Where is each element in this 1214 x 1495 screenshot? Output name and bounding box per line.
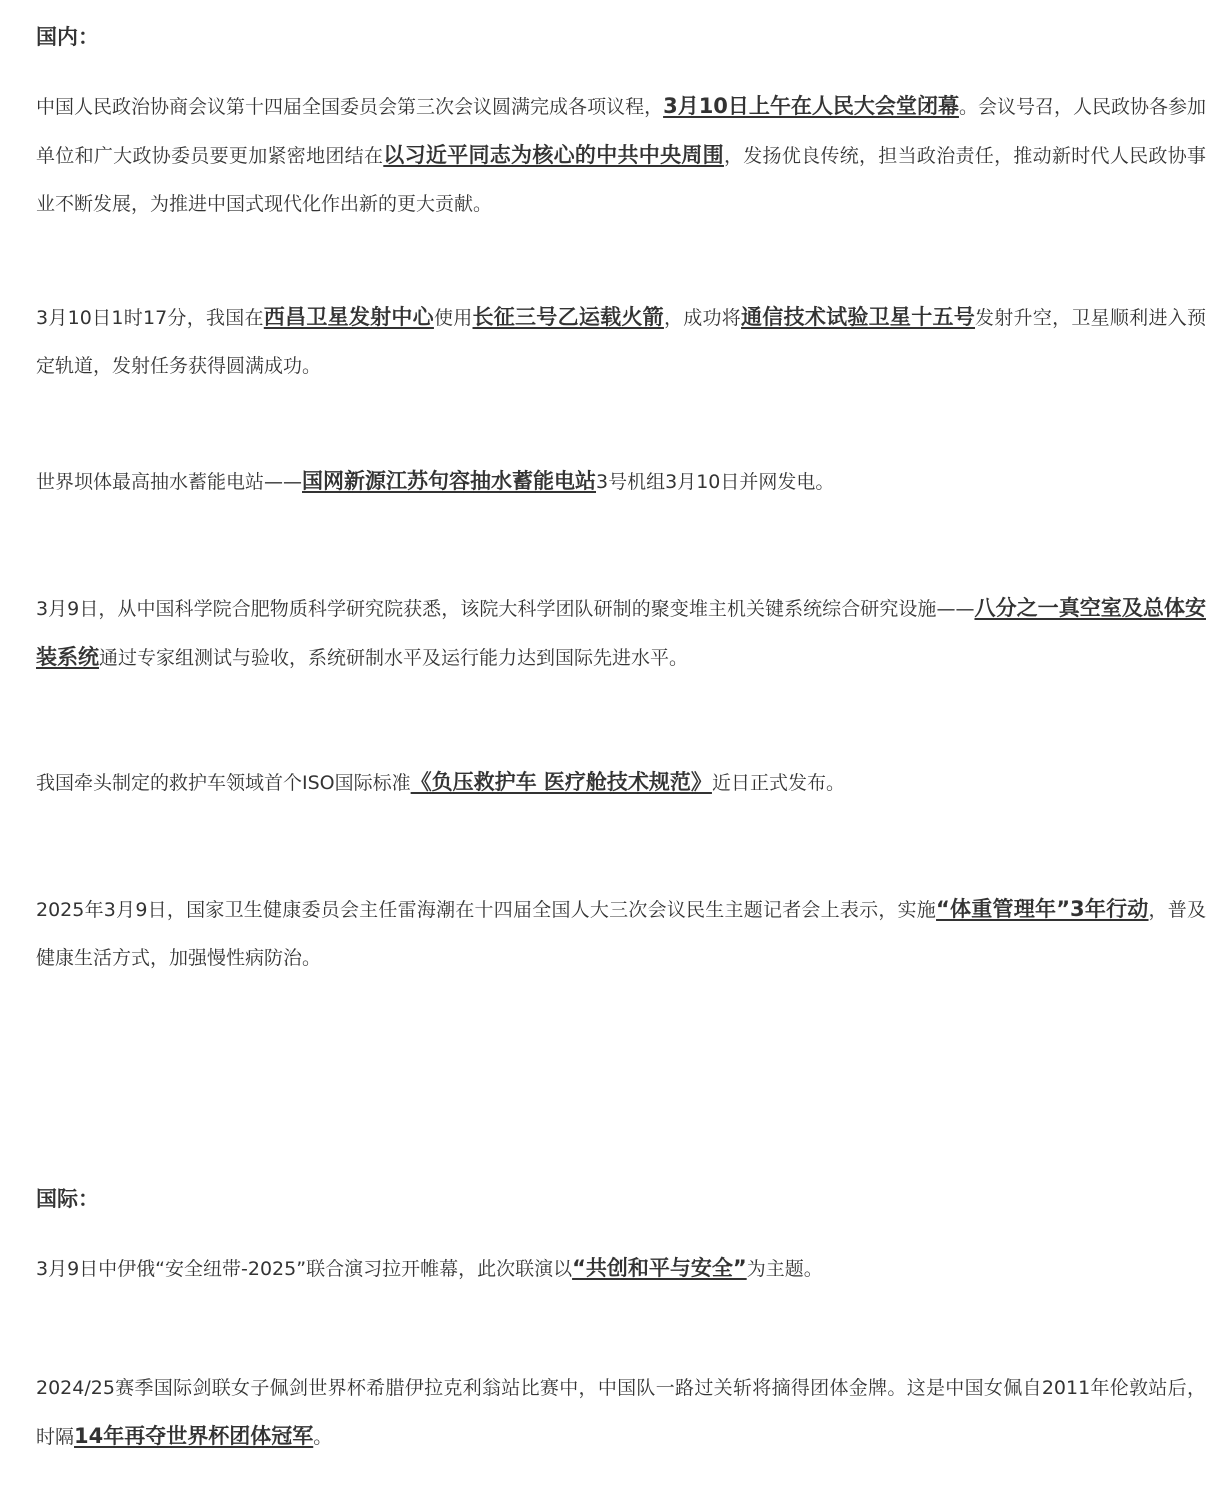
news-text: 2025年3月9日，国家卫生健康委员会主任雷海潮在十四届全国人大三次会议民生主题记者会上表示，实施	[36, 899, 937, 921]
highlight-link[interactable]: “体重管理年”3年行动	[936, 897, 1149, 921]
news-text: 3号机组3月10日并网发电。	[596, 471, 835, 493]
news-text: 。	[313, 1426, 333, 1448]
highlight-link[interactable]: 14年再夺世界杯团体冠军	[74, 1424, 314, 1448]
news-text: 发射升空，卫星顺利进入预定轨道，发射任务获得圆满成功。	[36, 307, 1206, 377]
news-item-fusion-facility	[36, 584, 1206, 682]
news-text: 通过专家组测试与验收，系统研制水平及运行能力达到国际先进水平。	[99, 647, 689, 669]
highlight-link[interactable]: 通信技术试验卫星十五号	[741, 305, 976, 329]
news-text: 。会议号召，人民政协各参加单位和广大政协委员要更加紧密地团结在	[36, 96, 1206, 167]
highlight-link[interactable]: 长征三号乙运载火箭	[472, 305, 664, 329]
news-text: 近日正式发布。	[711, 772, 845, 794]
news-item-fencing-gold	[36, 1364, 1206, 1461]
news-item-pumped-storage	[36, 457, 1206, 506]
highlight-link[interactable]: 以习近平同志为核心的中共中央周围	[383, 143, 724, 167]
news-text: 3月10日1时17分，我国在	[36, 307, 264, 329]
section-heading-domestic: 国内：	[36, 25, 99, 49]
news-text: 2024/25赛季国际剑联女子佩剑世界杯希腊伊拉克利翁站比赛中，中国队一路过关斩将摘得团体金牌。这是中国女佩自2011年伦敦站后，时隔	[36, 1377, 1206, 1448]
news-item-iso-standard	[36, 758, 1206, 807]
highlight-link[interactable]: “共创和平与安全”	[572, 1256, 747, 1280]
highlight-link[interactable]: 国网新源江苏句容抽水蓄能电站	[302, 469, 597, 493]
highlight-link[interactable]: 3月10日上午在人民大会堂闭幕	[663, 94, 959, 118]
news-text: ，普及健康生活方式，加强慢性病防治。	[36, 899, 1206, 969]
news-text: 使用	[433, 307, 473, 329]
news-item-satellite-launch	[36, 293, 1206, 390]
news-text: 3月9日，从中国科学院合肥物质科学研究院获悉，该院大科学团队研制的聚变堆主机关键系统综合研究设施——	[36, 598, 975, 620]
news-text: 3月9日中伊俄“安全纽带-2025”联合演习拉开帷幕，此次联演以	[36, 1258, 573, 1280]
news-text: 为主题。	[746, 1258, 823, 1280]
news-text: ，成功将	[663, 307, 742, 329]
news-item-cppcc-closing	[36, 82, 1206, 228]
news-text: 中国人民政治协商会议第十四届全国委员会第三次会议圆满完成各项议程，	[36, 96, 664, 118]
news-item-joint-exercise	[36, 1244, 1206, 1293]
highlight-link[interactable]: 西昌卫星发射中心	[263, 305, 434, 329]
news-text: ，发扬优良传统，担当政治责任，推动新时代人民政协事业不断发展，为推进中国式现代化作出新的更大贡献。	[36, 145, 1206, 215]
news-text: 我国牵头制定的救护车领域首个ISO国际标准	[36, 772, 411, 794]
highlight-link[interactable]: 《负压救护车 医疗舱技术规范》	[410, 770, 712, 794]
section-heading-international: 国际：	[36, 1187, 99, 1211]
highlight-link[interactable]: 八分之一真空室及总体安装系统	[36, 596, 1206, 669]
news-item-weight-management	[36, 885, 1206, 982]
news-text: 世界坝体最高抽水蓄能电站——	[36, 471, 303, 493]
